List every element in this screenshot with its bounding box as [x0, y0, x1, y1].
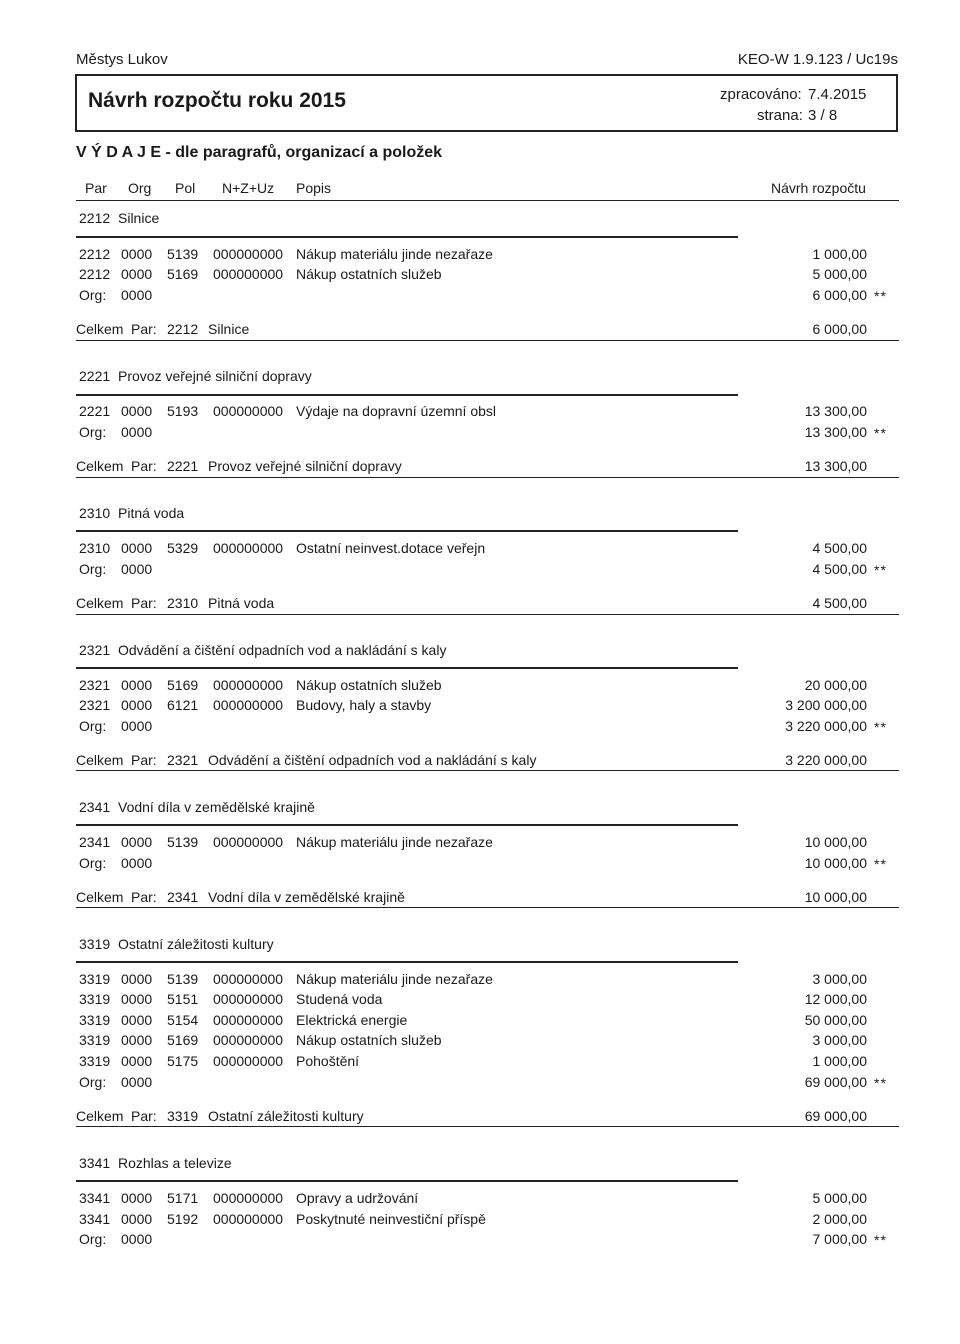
org-label: Org:	[79, 718, 107, 734]
subtotal-marker: **	[874, 288, 887, 304]
row-org: 0000	[121, 540, 153, 556]
row-par: 2212	[79, 246, 111, 262]
section-code: 3319	[79, 936, 111, 952]
org-total: 7 000,00	[812, 1231, 867, 1247]
subtotal-marker: **	[874, 1075, 887, 1091]
paragraph-total: 69 000,00	[804, 1108, 867, 1124]
par-label: Par:	[131, 889, 157, 905]
subtotal-marker: **	[874, 719, 887, 735]
page-title: Návrh rozpočtu roku 2015	[88, 89, 346, 112]
row-description: Nákup ostatních služeb	[296, 1032, 442, 1048]
org-code: 0000	[121, 561, 153, 577]
row-org: 0000	[121, 1211, 153, 1227]
total-rule	[76, 907, 899, 908]
org-total: 13 300,00	[804, 424, 867, 440]
paragraph-total: 4 500,00	[812, 595, 867, 611]
total-code: 2212	[167, 321, 199, 337]
row-nzuz: 000000000	[213, 246, 284, 262]
row-org: 0000	[121, 697, 153, 713]
row-org: 0000	[121, 1012, 153, 1028]
paragraph-total: 6 000,00	[812, 321, 867, 337]
row-description: Nákup materiálu jinde nezařaze	[296, 246, 493, 262]
row-description: Ostatní neinvest.dotace veřejn	[296, 540, 486, 556]
subtotal-marker: **	[874, 1232, 887, 1248]
org-label: Org:	[79, 287, 107, 303]
row-amount: 2 000,00	[812, 1211, 867, 1227]
org-code: 0000	[121, 1074, 153, 1090]
total-code: 2321	[167, 752, 199, 768]
column-header-nzuz: N+Z+Uz	[222, 180, 275, 196]
row-pol: 5175	[167, 1053, 199, 1069]
paragraph-total: 13 300,00	[804, 458, 867, 474]
section-code: 2310	[79, 505, 111, 521]
total-rule	[76, 340, 899, 341]
celkem-label: Celkem	[76, 458, 124, 474]
section-name: Rozhlas a televize	[118, 1155, 232, 1171]
section-code: 2221	[79, 368, 111, 384]
section-name: Ostatní záležitosti kultury	[118, 936, 274, 952]
row-par: 2212	[79, 266, 111, 282]
row-org: 0000	[121, 246, 153, 262]
section-rule	[76, 236, 738, 238]
row-description: Nákup ostatních služeb	[296, 266, 442, 282]
row-org: 0000	[121, 403, 153, 419]
org-code: 0000	[121, 1231, 153, 1247]
total-name: Pitná voda	[208, 595, 275, 611]
row-par: 3319	[79, 991, 111, 1007]
page-label: strana:	[757, 107, 803, 124]
row-amount: 1 000,00	[812, 246, 867, 262]
org-label: Org:	[79, 1074, 107, 1090]
section-code: 2341	[79, 799, 111, 815]
total-code: 2221	[167, 458, 199, 474]
row-nzuz: 000000000	[213, 991, 284, 1007]
row-nzuz: 000000000	[213, 677, 284, 693]
row-nzuz: 000000000	[213, 403, 284, 419]
row-pol: 5139	[167, 834, 199, 850]
paragraph-total: 3 220 000,00	[785, 752, 867, 768]
row-description: Nákup materiálu jinde nezařaze	[296, 834, 493, 850]
org-total: 10 000,00	[804, 855, 867, 871]
total-code: 2310	[167, 595, 199, 611]
row-nzuz: 000000000	[213, 540, 284, 556]
total-rule	[76, 1126, 899, 1127]
par-label: Par:	[131, 321, 157, 337]
org-total: 4 500,00	[812, 561, 867, 577]
organization-name: Městys Lukov	[76, 51, 168, 68]
row-nzuz: 000000000	[213, 697, 284, 713]
page-number: 3 / 8	[808, 107, 838, 124]
row-pol: 5171	[167, 1190, 199, 1206]
row-description: Nákup ostatních služeb	[296, 677, 442, 693]
row-description: Výdaje na dopravní územní obsl	[296, 403, 497, 419]
section-name: Pitná voda	[118, 505, 185, 521]
org-label: Org:	[79, 424, 107, 440]
row-amount: 4 500,00	[812, 540, 867, 556]
row-nzuz: 000000000	[213, 1211, 284, 1227]
row-par: 3319	[79, 1053, 111, 1069]
row-org: 0000	[121, 677, 153, 693]
row-description: Nákup materiálu jinde nezařaze	[296, 971, 493, 987]
row-org: 0000	[121, 834, 153, 850]
row-par: 3341	[79, 1190, 111, 1206]
org-code: 0000	[121, 287, 153, 303]
total-name: Provoz veřejné silniční dopravy	[208, 458, 402, 474]
column-header-popis: Popis	[296, 180, 332, 196]
processed-label: zpracováno:	[720, 86, 802, 103]
row-nzuz: 000000000	[213, 1032, 284, 1048]
org-code: 0000	[121, 718, 153, 734]
celkem-label: Celkem	[76, 889, 124, 905]
column-header-org: Org	[128, 180, 152, 196]
org-total: 69 000,00	[804, 1074, 867, 1090]
org-code: 0000	[121, 855, 153, 871]
par-label: Par:	[131, 595, 157, 611]
subtotal-marker: **	[874, 562, 887, 578]
row-pol: 5151	[167, 991, 199, 1007]
row-amount: 5 000,00	[812, 266, 867, 282]
row-pol: 6121	[167, 697, 199, 713]
section-rule	[76, 530, 738, 532]
row-description: Poskytnuté neinvestiční příspě	[296, 1211, 486, 1227]
org-total: 3 220 000,00	[785, 718, 867, 734]
org-code: 0000	[121, 424, 153, 440]
row-par: 3319	[79, 1012, 111, 1028]
column-header-pol: Pol	[175, 180, 196, 196]
section-code: 2321	[79, 642, 111, 658]
total-code: 2341	[167, 889, 199, 905]
org-label: Org:	[79, 855, 107, 871]
row-amount: 50 000,00	[804, 1012, 867, 1028]
row-amount: 1 000,00	[812, 1053, 867, 1069]
row-description: Studená voda	[296, 991, 383, 1007]
column-header-par: Par	[85, 180, 107, 196]
row-pol: 5169	[167, 1032, 199, 1048]
row-org: 0000	[121, 991, 153, 1007]
processed-date: 7.4.2015	[808, 86, 867, 103]
par-label: Par:	[131, 752, 157, 768]
row-nzuz: 000000000	[213, 266, 284, 282]
subtotal-marker: **	[874, 425, 887, 441]
section-name: Provoz veřejné silniční dopravy	[118, 368, 312, 384]
org-label: Org:	[79, 1231, 107, 1247]
row-amount: 20 000,00	[804, 677, 867, 693]
row-pol: 5193	[167, 403, 199, 419]
row-org: 0000	[121, 1053, 153, 1069]
row-org: 0000	[121, 266, 153, 282]
report-subtitle: V Ý D A J E - dle paragrafů, organizací a položek	[76, 144, 443, 161]
org-total: 6 000,00	[812, 287, 867, 303]
section-code: 2212	[79, 210, 111, 226]
section-rule	[76, 824, 738, 826]
celkem-label: Celkem	[76, 321, 124, 337]
total-name: Vodní díla v zemědělské krajině	[208, 889, 405, 905]
row-par: 2321	[79, 677, 111, 693]
row-par: 2341	[79, 834, 111, 850]
row-nzuz: 000000000	[213, 1190, 284, 1206]
row-par: 3341	[79, 1211, 111, 1227]
row-nzuz: 000000000	[213, 971, 284, 987]
row-pol: 5169	[167, 266, 199, 282]
total-code: 3319	[167, 1108, 199, 1124]
section-code: 3341	[79, 1155, 111, 1171]
column-header-navrh: Návrh rozpočtu	[771, 180, 866, 196]
row-nzuz: 000000000	[213, 1053, 284, 1069]
row-pol: 5329	[167, 540, 199, 556]
row-par: 3319	[79, 971, 111, 987]
row-amount: 3 000,00	[812, 1032, 867, 1048]
row-amount: 3 000,00	[812, 971, 867, 987]
total-rule	[76, 477, 899, 478]
org-label: Org:	[79, 561, 107, 577]
row-org: 0000	[121, 1190, 153, 1206]
section-rule	[76, 394, 738, 396]
row-pol: 5154	[167, 1012, 199, 1028]
row-par: 2321	[79, 697, 111, 713]
total-name: Silnice	[208, 321, 250, 337]
total-rule	[76, 770, 899, 771]
row-amount: 5 000,00	[812, 1190, 867, 1206]
celkem-label: Celkem	[76, 752, 124, 768]
row-pol: 5139	[167, 971, 199, 987]
total-rule	[76, 614, 899, 615]
row-org: 0000	[121, 971, 153, 987]
row-description: Elektrická energie	[296, 1012, 408, 1028]
row-amount: 3 200 000,00	[785, 697, 867, 713]
header-rule	[76, 200, 899, 201]
row-description: Pohoštění	[296, 1053, 360, 1069]
row-par: 2221	[79, 403, 111, 419]
subtotal-marker: **	[874, 856, 887, 872]
row-org: 0000	[121, 1032, 153, 1048]
celkem-label: Celkem	[76, 1108, 124, 1124]
row-par: 2310	[79, 540, 111, 556]
par-label: Par:	[131, 1108, 157, 1124]
section-rule	[76, 1180, 738, 1182]
software-version: KEO-W 1.9.123 / Uc19s	[737, 51, 898, 68]
row-nzuz: 000000000	[213, 834, 284, 850]
row-description: Budovy, haly a stavby	[296, 697, 432, 713]
row-amount: 13 300,00	[804, 403, 867, 419]
row-par: 3319	[79, 1032, 111, 1048]
row-amount: 10 000,00	[804, 834, 867, 850]
celkem-label: Celkem	[76, 595, 124, 611]
section-name: Odvádění a čištění odpadních vod a nakládání s kaly	[118, 642, 447, 658]
paragraph-total: 10 000,00	[804, 889, 867, 905]
section-name: Vodní díla v zemědělské krajině	[118, 799, 315, 815]
section-name: Silnice	[118, 210, 160, 226]
row-amount: 12 000,00	[804, 991, 867, 1007]
section-rule	[76, 667, 738, 669]
row-description: Opravy a udržování	[296, 1190, 419, 1206]
row-pol: 5192	[167, 1211, 199, 1227]
total-name: Odvádění a čištění odpadních vod a nakládání s kaly	[208, 752, 537, 768]
row-pol: 5169	[167, 677, 199, 693]
section-rule	[76, 961, 738, 963]
par-label: Par:	[131, 458, 157, 474]
total-name: Ostatní záležitosti kultury	[208, 1108, 364, 1124]
row-pol: 5139	[167, 246, 199, 262]
row-nzuz: 000000000	[213, 1012, 284, 1028]
